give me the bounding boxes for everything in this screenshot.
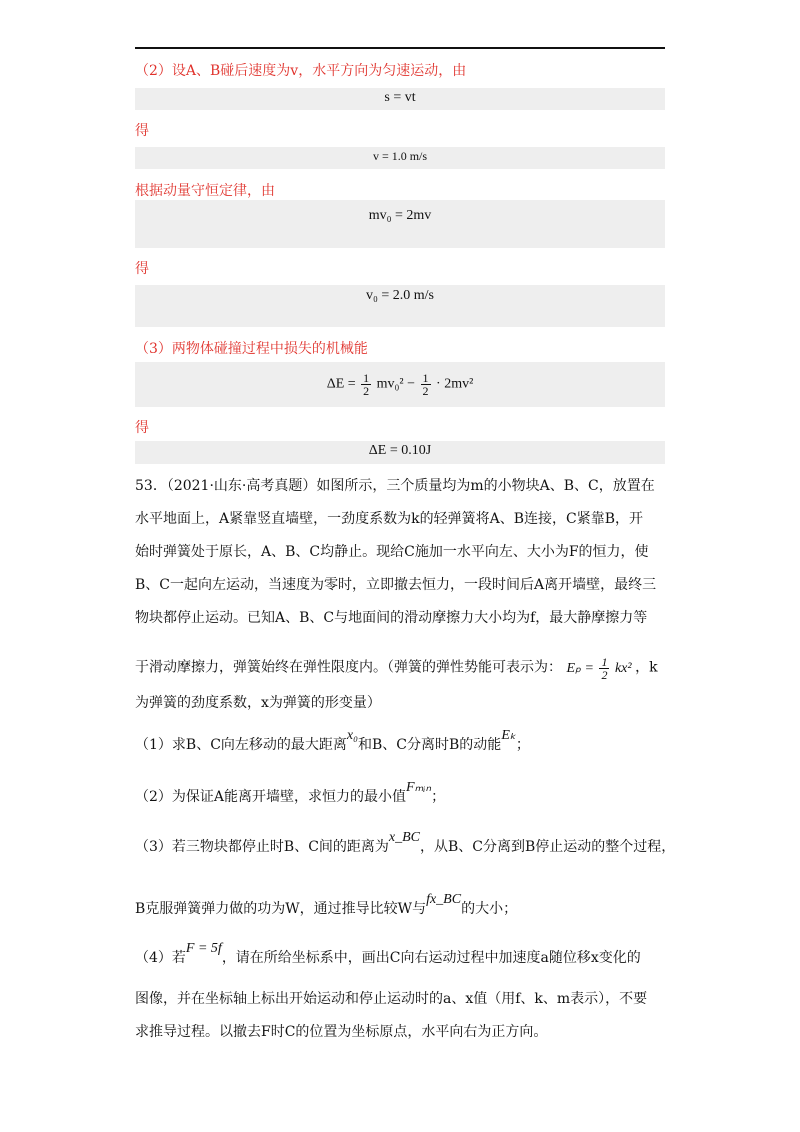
p53-line3: 始时弹簧处于原长，A、B、C均静止。现给C施加一水平向左、大小为F的恒力，使	[135, 544, 649, 560]
q2-text-a: （2）为保证A能离开墙壁，求恒力的最小值	[135, 789, 407, 805]
q4-text-b: ，请在所给坐标系中，画出C向右运动过程中加速度a随位移x变化的	[221, 950, 641, 966]
ep-num: 1	[601, 655, 608, 669]
half-fraction-1	[361, 372, 371, 397]
ep-formula	[566, 655, 635, 682]
sol3-intro: （3）两物体碰撞过程中损失的机械能	[135, 341, 368, 357]
p53-line6b: ，k	[635, 659, 658, 676]
header-rule	[135, 47, 665, 49]
eq-v0-value: v₀ = 2.0 m/s	[365, 288, 434, 303]
q3-text-d: 的大小；	[461, 901, 518, 917]
eq-s-vt: s = vt	[384, 90, 416, 105]
eq5-term2: · 2mv²	[436, 376, 474, 392]
p53-line4: B、C一起向左运动，当速度为零时，立即撤去恒力，一段时间后A离开墙壁，最终三	[135, 577, 657, 593]
p53-line6a: 于滑动摩擦力，弹簧始终在弹性限度内。（弹簧的弹性势能可表示为：	[135, 659, 562, 676]
question-4-cont1: 图像，并在坐标轴上标出开始运动和停止运动时的a、x值（用f、k、m表示），不要	[135, 991, 648, 1007]
q1-ek: Eₖ	[501, 728, 516, 743]
eq-v-value: v = 1.0 m/s	[372, 149, 428, 163]
half-den-2: 2	[422, 384, 429, 398]
half-num-2: 1	[422, 371, 429, 385]
q3-text-a: （3）若三物块都停止时B、C间的距离为	[135, 839, 389, 855]
question-2	[135, 780, 446, 809]
p53-line2: 水平地面上，A紧靠竖直墙壁，一劲度系数为k的轻弹簧将A、B连接，C紧靠B，开	[135, 511, 643, 527]
ep-rhs: kx²	[614, 660, 632, 676]
p53-line5: 物块都停止运动。已知A、B、C与地面间的滑动摩擦力大小均为f，最大静摩擦力等	[135, 610, 648, 626]
sol2-momentum: 根据动量守恒定律，由	[135, 183, 275, 199]
eq5-term1: mv₀²	[376, 376, 404, 392]
question-1	[135, 728, 530, 757]
eq-energy-loss	[135, 372, 665, 397]
q1-text-b: 和B、C分离时B的动能	[358, 737, 502, 753]
question-4-cont2: 求推导过程。以撤去F时C的位置为坐标原点，水平向右为正方向。	[135, 1024, 548, 1040]
ep-den: 2	[601, 668, 608, 682]
q3-text-c: B克服弹簧弹力做的功为W，通过推导比较W与	[135, 901, 427, 917]
ep-lhs: Eₚ =	[566, 660, 594, 676]
q2-text-b: ；	[431, 789, 446, 805]
q3-fxbc: fx_BC	[426, 892, 462, 907]
q1-x0: x₀	[346, 728, 359, 743]
question-3	[135, 830, 676, 859]
q3-text-b: ，从B、C分离到B停止运动的整个过程，	[420, 839, 676, 855]
eq5-minus: −	[407, 376, 416, 392]
q4-text-a: （4）若	[135, 950, 186, 966]
question-3-cont	[135, 892, 518, 921]
eq5-lhs: ΔE =	[326, 376, 356, 392]
sol2-de1: 得	[135, 123, 149, 139]
eq-delta-e-value: ΔE = 0.10J	[368, 443, 432, 458]
sol2-intro: （2）设A、B碰后速度为v，水平方向为匀速运动，由	[135, 63, 467, 79]
sol2-de2: 得	[135, 261, 149, 277]
half-num-1: 1	[363, 371, 370, 385]
q1-text-c: ；	[515, 737, 530, 753]
q3-xbc: x_BC	[388, 830, 421, 845]
eq-momentum: mv₀ = 2mv	[368, 208, 432, 223]
q4-f: F = 5f	[185, 941, 222, 956]
q1-text-a: （1）求B、C向左移动的最大距离	[135, 737, 347, 753]
half-den-1: 2	[363, 384, 370, 398]
sol3-de3: 得	[135, 420, 149, 436]
q2-fmin: Fₘᵢₙ	[406, 780, 432, 795]
p53-line1: 53．（2021·山东·高考真题）如图所示，三个质量均为m的小物块A、B、C，放置在	[135, 478, 655, 494]
half-fraction-2	[421, 372, 431, 397]
ep-fraction	[599, 656, 609, 681]
p53-line7: 为弹簧的劲度系数，x为弹簧的形变量）	[135, 695, 381, 711]
question-4	[135, 941, 641, 970]
p53-line6	[135, 656, 658, 681]
